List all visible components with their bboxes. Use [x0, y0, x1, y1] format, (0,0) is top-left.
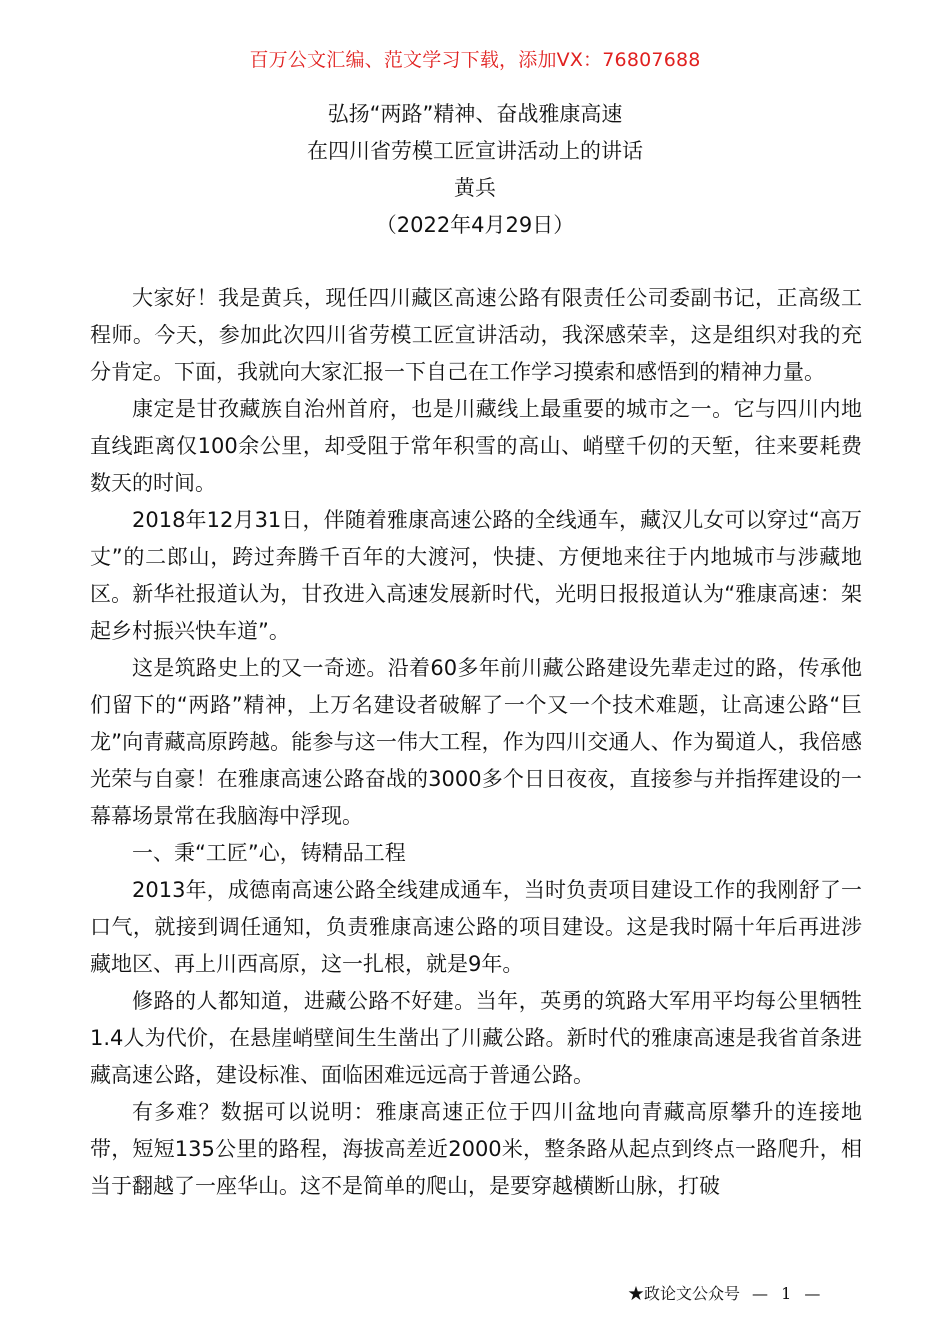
- paragraph: 大家好！我是黄兵，现任四川藏区高速公路有限责任公司委副书记，正高级工程师。今天，参加此次四川省劳模工匠宣讲活动，我深感荣幸，这是组织对我的充分肯定。下面，我就向大家汇报一下自己在工作学习摸索和感悟到的精神力量。: [90, 286, 862, 384]
- paragraph: 修路的人都知道，进藏公路不好建。当年，英勇的筑路大军用平均每公里牺牲1.4人为代价，在悬崖峭壁间生生凿出了川藏公路。新时代的雅康高速是我省首条进藏高速公路，建设标准、面临困难远远高于普通公路。: [90, 989, 862, 1087]
- doc-date: （2022年4月29日）: [375, 213, 575, 237]
- footer-source: ★政论文公众号: [628, 1284, 741, 1303]
- paragraph: 2018年12月31日，伴随着雅康高速公路的全线通车，藏汉儿女可以穿过“高万丈”的二郎山，跨过奔腾千百年的大渡河，快捷、方便地来往于内地城市与涉藏地区。新华社报道认为，甘孜进入高速发展新时代，光明日报报道认为“雅康高速：架起乡村振兴快车道”。: [90, 508, 862, 643]
- page-number: — 1 —: [752, 1284, 825, 1303]
- header-ad-banner: 百万公文汇编、范文学习下载，添加VX：76807688: [249, 49, 701, 71]
- doc-body: [90, 280, 862, 1205]
- paragraph: 康定是甘孜藏族自治州首府，也是川藏线上最重要的城市之一。它与四川内地直线距离仅100余公里，却受阻于常年积雪的高山、峭壁千仞的天堑，往来要耗费数天的时间。: [90, 397, 862, 495]
- doc-subtitle: 在四川省劳模工匠宣讲活动上的讲话: [307, 139, 643, 163]
- paragraph: 这是筑路史上的又一奇迹。沿着60多年前川藏公路建设先辈走过的路，传承他们留下的“两路”精神，上万名建设者破解了一个又一个技术难题，让高速公路“巨龙”向青藏高原跨越。能参与这一伟大工程，作为四川交通人、作为蜀道人，我倍感光荣与自豪！在雅康高速公路奋战的3000多个日日夜夜，直接参与并指挥建设的一幕幕场景常在我脑海中浮现。: [90, 656, 862, 828]
- paragraph: 有多难？数据可以说明：雅康高速正位于四川盆地向青藏高原攀升的连接地带，短短135公里的路程，海拔高差近2000米，整条路从起点到终点一路爬升，相当于翻越了一座华山。这不是简单的爬山，是要穿越横断山脉，打破: [90, 1100, 862, 1198]
- paragraph: 2013年，成德南高速公路全线建成通车，当时负责项目建设工作的我刚舒了一口气，就接到调任通知，负责雅康高速公路的项目建设。这是我时隔十年后再进涉藏地区、再上川西高原，这一扎根，就是9年。: [90, 878, 862, 976]
- doc-author: 黄兵: [454, 176, 496, 200]
- section-heading: 一、秉“工匠”心，铸精品工程: [132, 841, 406, 865]
- page-footer: [628, 1281, 824, 1304]
- doc-title: 弘扬“两路”精神、奋战雅康高速: [327, 102, 623, 126]
- title-block: [0, 96, 950, 244]
